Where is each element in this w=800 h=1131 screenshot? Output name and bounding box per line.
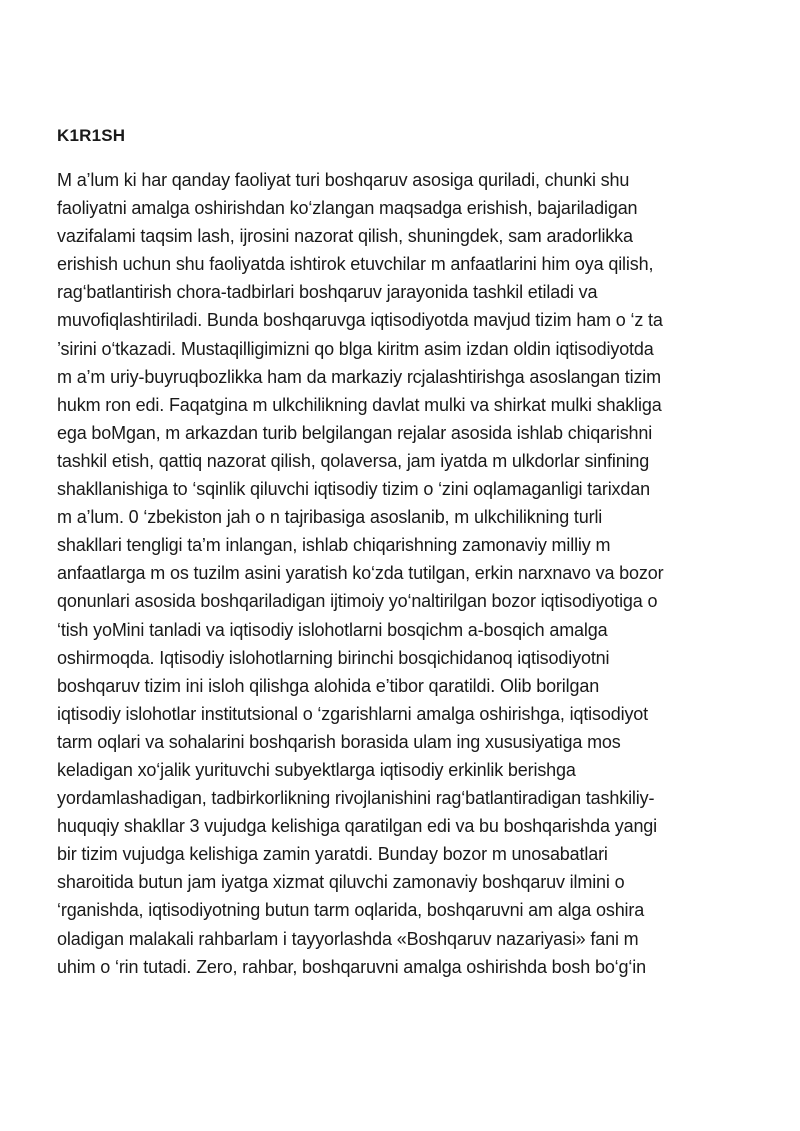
text-line: m a’m uriy-buyruqbozlikka ham da markaziy rcjalashtirishga asoslangan tizim bbox=[57, 366, 661, 387]
text-line: rag‘batlantirish chora-tadbirlari boshqaruv jarayonida tashkil etiladi va bbox=[57, 282, 598, 303]
text-line: iqtisodiy islohotlar institutsional o ‘zgarishlarni amalga oshirishga, iqtisodiyot bbox=[57, 703, 648, 724]
text-line: erishish uchun shu faoliyatda ishtirok etuvchilar m anfaatlarini him oya qilish, bbox=[57, 254, 654, 275]
text-line: tashkil etish, qattiq nazorat qilish, qolaversa, jam iyatda m ulkdorlar sinfining bbox=[57, 450, 650, 471]
text-line: anfaatlarga m os tuzilm asini yaratish ko‘zda tutilgan, erkin narxnavo va bozor bbox=[57, 563, 664, 584]
text-line: shakllanishiga to ‘sqinlik qiluvchi iqtisodiy tizim o ‘zini oqlamaganligi tarixdan bbox=[57, 479, 650, 500]
text-line: ‘rganishda, iqtisodiyotning butun tarm oqlarida, boshqaruvni am alga oshira bbox=[57, 900, 645, 921]
text-line: uhim o ‘rin tutadi. Zero, rahbar, boshqaruvni amalga oshirishda bosh bo‘g‘in bbox=[57, 956, 646, 977]
document-heading: K1R1SH bbox=[57, 126, 126, 145]
text-line: M a’lum ki har qanday faoliyat turi boshqaruv asosiga quriladi, chunki shu bbox=[57, 170, 630, 190]
text-line: ega boMgan, m arkazdan turib belgilangan rejalar asosida ishlab chiqarishni bbox=[57, 422, 653, 443]
text-line: hukm ron edi. Faqatgina m ulkchilikning davlat mulki va shirkat mulki shakliga bbox=[57, 394, 662, 415]
text-line: m a’lum. 0 ‘zbekiston jah o n tajribasiga asoslanib, m ulkchilikning turli bbox=[57, 507, 603, 528]
text-line: ’sirini o‘tkazadi. Mustaqilligimizni qo blga kiritm asim izdan oldin iqtisodiyotda bbox=[57, 338, 654, 359]
text-line: oladigan malakali rahbarlam i tayyorlashda «Boshqaruv nazariyasi» fani m bbox=[57, 928, 639, 949]
text-line: boshqaruv tizim ini isloh qilishga alohida e’tibor qaratildi. Olib borilgan bbox=[57, 675, 600, 696]
text-line: ‘tish yoMini tanladi va iqtisodiy islohotlarni bosqichm a-bosqich amalga bbox=[57, 619, 608, 640]
text-line: qonunlari asosida boshqariladigan ijtimoiy yo‘naltirilgan bozor iqtisodiyotiga o bbox=[57, 591, 658, 612]
text-line: huquqiy shakllar 3 vujudga kelishiga qaratilgan edi va bu boshqarishda yangi bbox=[57, 816, 658, 837]
text-line: oshirmoqda. Iqtisodiy islohotlarning birinchi bosqichidanoq iqtisodiyotni bbox=[57, 647, 610, 668]
text-line: tarm oqlari va sohalarini boshqarish borasida ulam ing xususiyatiga mos bbox=[57, 731, 621, 752]
text-line: bir tizim vujudga kelishiga zamin yaratdi. Bunday bozor m unosabatlari bbox=[57, 844, 608, 865]
text-line: muvofiqlashtiriladi. Bunda boshqaruvga iqtisodiyotda mavjud tizim ham o ‘z ta bbox=[57, 310, 663, 331]
text-line: vazifalami taqsim lash, ijrosini nazorat qilish, shuningdek, sam aradorlikka bbox=[57, 226, 633, 247]
text-line: yordamlashadigan, tadbirkorlikning rivojlanishini rag‘batlantiradigan tashkiliy- bbox=[57, 788, 655, 809]
text-line: keladigan xo‘jalik yurituvchi subyektlarga iqtisodiy erkinlik berishga bbox=[57, 759, 576, 780]
text-line: sharoitida butun jam iyatga xizmat qiluvchi zamonaviy boshqaruv ilmini o bbox=[57, 872, 625, 893]
text-line: shakllari tengligi ta’m inlangan, ishlab chiqarishning zamonaviy milliy m bbox=[57, 535, 611, 556]
text-line: faoliyatni amalga oshirishdan ko‘zlangan maqsadga erishish, bajariladigan bbox=[57, 198, 638, 219]
document-body bbox=[57, 166, 757, 981]
